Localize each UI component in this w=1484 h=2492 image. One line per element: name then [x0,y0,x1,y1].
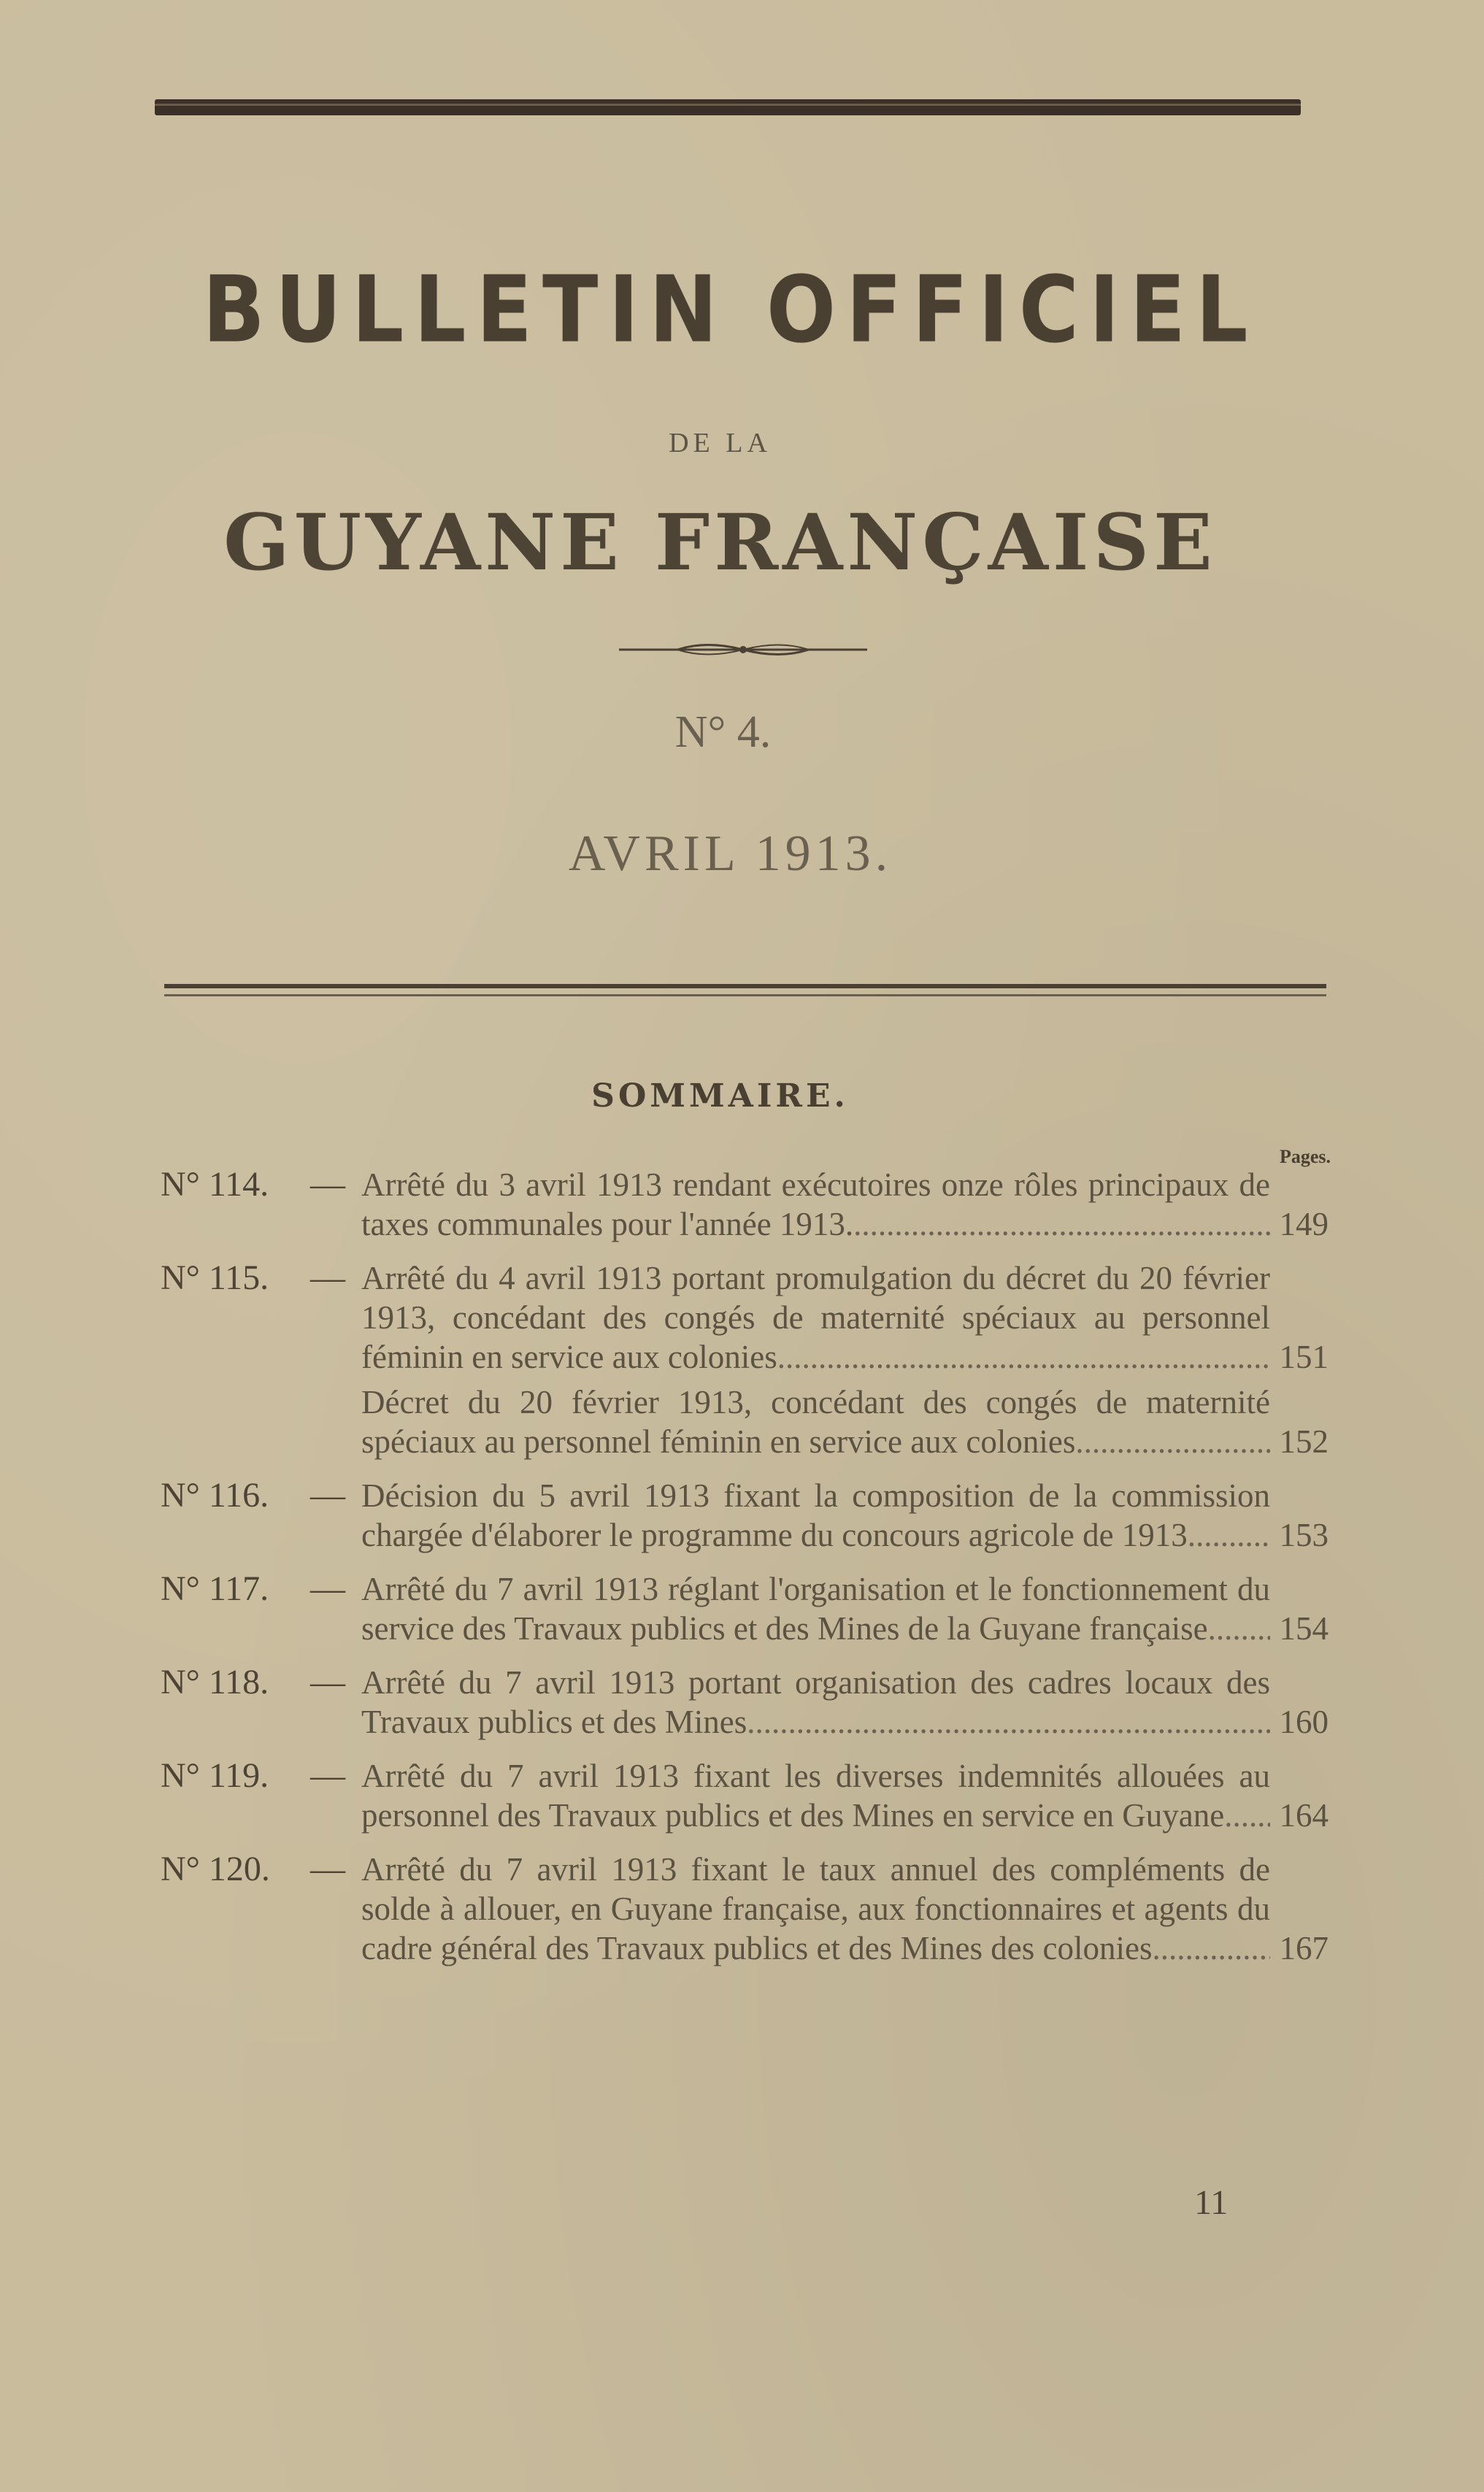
entry-items [361,1569,1329,1654]
entry-dash: — [310,1258,345,1297]
entry-number: N° 115. [161,1258,269,1297]
toc-item [361,1258,1329,1377]
entry-items [361,1165,1329,1250]
entry-items [361,1476,1329,1561]
entry-dash: — [310,1569,345,1608]
entry-dash: — [310,1756,345,1795]
bulletin-title: BULLETIN OFFICIEL [202,257,1258,364]
toc-item [361,1165,1329,1244]
toc-item [361,1663,1329,1742]
entry-dash: — [310,1663,345,1701]
item-page-number: 151 [1279,1339,1329,1375]
entry-items [361,1663,1329,1747]
entry-number: N° 117. [161,1569,269,1608]
header-rule-thick [164,984,1326,988]
item-page-number: 152 [1279,1423,1329,1460]
page-folio: 11 [1194,2183,1229,2222]
item-page-number: 167 [1279,1930,1329,1966]
entry-items [361,1258,1329,1467]
toc-item [361,1850,1329,1968]
toc-item [361,1756,1329,1835]
entry-dash: — [310,1850,345,1888]
item-description: Arrêté du 3 avril 1913 rendant exécutoires onze rôles principaux de taxes communales pour l'année 1913. ..... [361,1165,1270,1244]
item-page-number: 149 [1279,1206,1329,1242]
summary-heading: SOMMAIRE. [591,1077,849,1115]
item-description: Arrêté du 7 avril 1913 fixant les diverses indemnités allouées au personnel des Travaux publics et des Mines en service en Guyane ..... [361,1756,1270,1835]
entry-number: N° 119. [161,1756,269,1795]
table-of-contents [161,1165,1329,1983]
item-page-number: 164 [1279,1797,1329,1834]
item-description: Arrêté du 7 avril 1913 portant organisation des cadres locaux des Travaux publics et des Mines ..... [361,1663,1270,1742]
ornament-divider [619,639,867,661]
entry-number: N° 120. [161,1850,270,1888]
item-page-number: 160 [1279,1704,1329,1740]
toc-entry [161,1756,1329,1841]
title-connector: DE LA [669,428,772,458]
toc-entry [161,1165,1329,1250]
entry-dash: — [310,1165,345,1204]
pages-column-label: Pages. [1279,1146,1331,1167]
toc-entry [161,1569,1329,1654]
item-description: Arrêté du 4 avril 1913 portant promulgation du décret du 20 février 1913, concédant des congés de maternité spéciaux au personnel féminin en service aux colonies ..... [361,1258,1270,1377]
toc-item [361,1569,1329,1648]
item-page-number: 154 [1279,1610,1329,1647]
entry-dash: — [310,1476,345,1515]
item-page-number: 153 [1279,1517,1329,1553]
toc-entry [161,1850,1329,1974]
entry-items [361,1850,1329,1974]
toc-item [361,1382,1329,1461]
issue-number: N° 4. [674,707,772,757]
toc-entry [161,1476,1329,1561]
entry-number: N° 118. [161,1663,269,1701]
territory-title: GUYANE FRANÇAISE [223,496,1217,588]
entry-items [361,1756,1329,1841]
header-rule-thin [164,994,1326,996]
issue-date: AVRIL 1913. [568,826,893,882]
entry-number: N° 114. [161,1165,269,1204]
item-description: Décision du 5 avril 1913 fixant la composition de la commission chargée d'élaborer le programme du concours agricole de 1913 ..... [361,1476,1270,1555]
toc-entry [161,1663,1329,1747]
item-description: Arrêté du 7 avril 1913 réglant l'organisation et le fonctionnement du service des Travaux publics et des Mines de la Guyane française ..... [361,1569,1270,1648]
entry-number: N° 116. [161,1476,269,1515]
top-rule [155,99,1301,115]
toc-entry [161,1258,1329,1467]
item-description: Arrêté du 7 avril 1913 fixant le taux annuel des compléments de solde à allouer, en Guyane française, aux fonctionnaires et agents du cadre général des Travaux publics et des Mines des colonies ..... [361,1850,1270,1968]
item-description: Décret du 20 février 1913, concédant des congés de maternité spéciaux au personnel féminin en service aux colonies ..... [361,1382,1270,1461]
toc-item [361,1476,1329,1555]
